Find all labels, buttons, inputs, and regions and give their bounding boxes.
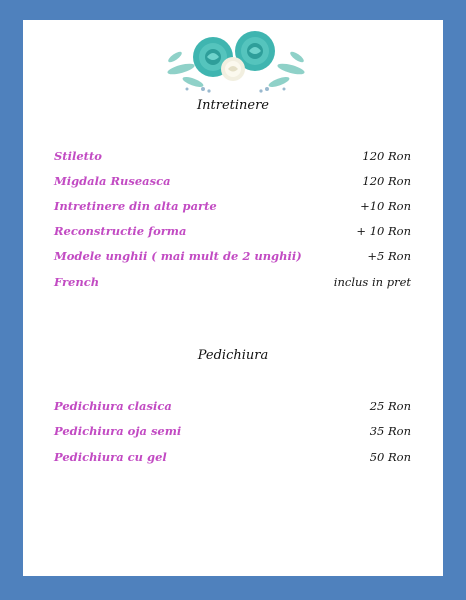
item-name: Pedichiura cu gel — [54, 450, 167, 464]
menu-page — [23, 20, 443, 576]
menu-item-row — [54, 147, 411, 165]
menu-item-row — [54, 197, 411, 215]
menu-item-row — [54, 422, 411, 440]
item-name: Pedichiura clasica — [54, 399, 172, 413]
section-title-pedichiura: Pedichiura — [197, 348, 269, 363]
item-price: 120 Ron — [362, 174, 411, 188]
item-price: 50 Ron — [369, 450, 411, 464]
section-title-intretinere: Intretinere — [197, 98, 269, 113]
item-price: 25 Ron — [369, 399, 411, 413]
item-name: Pedichiura oja semi — [54, 424, 182, 438]
item-name: Stiletto — [54, 149, 102, 163]
menu-item-row — [54, 273, 411, 291]
menu-item-row — [54, 222, 411, 240]
menu-item-row — [54, 247, 411, 265]
item-price: 35 Ron — [369, 424, 411, 438]
floral-bouquet-icon — [163, 27, 309, 95]
menu-item-row — [54, 397, 411, 415]
menu-item-row — [54, 172, 411, 190]
item-name: Intretinere din alta parte — [54, 199, 217, 213]
menu-item-row — [54, 448, 411, 466]
item-price: + 10 Ron — [356, 224, 411, 238]
item-name: French — [54, 275, 100, 289]
item-name: Modele unghii ( mai mult de 2 unghii) — [54, 249, 302, 263]
item-name: Reconstructie forma — [54, 224, 187, 238]
item-price: 120 Ron — [362, 149, 411, 163]
item-name: Migdala Ruseasca — [54, 174, 171, 188]
item-price: inclus in pret — [333, 275, 411, 289]
item-price: +10 Ron — [360, 199, 411, 213]
item-price: +5 Ron — [367, 249, 411, 263]
